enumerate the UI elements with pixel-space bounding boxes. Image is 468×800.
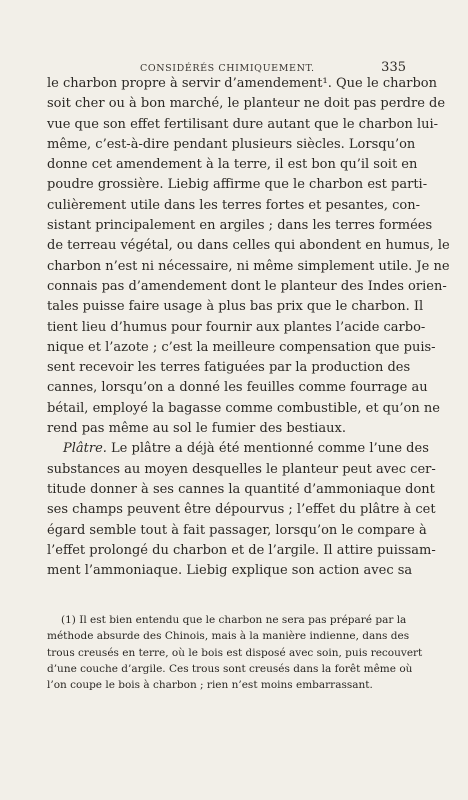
text-line: charbon n’est ni nécessaire, ni même simplement utile. Je ne <box>47 258 450 274</box>
footnote <box>47 612 423 693</box>
text-line: titude donner à ses cannes la quantité d’ammoniaque dont <box>47 481 435 497</box>
paragraph-lead: Plâtre. <box>63 441 107 457</box>
text-line: ses champs peuvent être dépourvus ; l’effet du plâtre à cet <box>47 502 436 518</box>
text-line: égard semble tout à fait passager, lorsqu’on le compare à <box>47 522 427 538</box>
text-line: substances au moyen desquelles le planteur peut avec cer- <box>47 461 436 477</box>
text-line: ment l’ammoniaque. Liebig explique son action avec sa <box>47 563 413 579</box>
text-line: donne cet amendement à la terre, il est bon qu’il soit en <box>47 157 418 173</box>
text-line: sent recevoir les terres fatiguées par la production des <box>47 360 411 376</box>
footnote-line: d’une couche d’argile. Ces trous sont creusés dans la forêt même où <box>47 662 413 675</box>
text-line: sistant principalement en argiles ; dans les terres formées <box>47 218 433 234</box>
footnote-line: (1) Il est bien entendu que le charbon ne sera pas préparé par la <box>61 614 407 626</box>
text-line: tient lieu d’humus pour fournir aux plantes l’acide carbo- <box>47 319 426 335</box>
paragraph-first-line <box>47 439 429 459</box>
text-line: culièrement utile dans les terres fortes et pesantes, con- <box>47 197 420 213</box>
body-text <box>47 74 450 581</box>
text-line: cannes, lorsqu’on a donné les feuilles comme fourrage au <box>47 380 428 396</box>
text-line: connais pas d’amendement dont le planteur des Indes orien- <box>47 278 447 294</box>
text-line: bétail, employé la bagasse comme combustible, et qu’on ne <box>47 400 440 416</box>
footnote-line: l’on coupe le bois à charbon ; rien n’est moins embarrassant. <box>47 679 373 692</box>
running-title: CONSIDÉRÉS CHIMIQUEMENT. <box>140 63 315 74</box>
text-line: l’effet prolongé du charbon et de l’argile. Il attire puissam- <box>47 542 436 558</box>
text-line: même, c’est-à-dire pendant plusieurs siècles. Lorsqu’on <box>47 136 416 152</box>
footnote-line: méthode absurde des Chinois, mais à la manière indienne, dans des <box>47 630 410 643</box>
text-line: rend pas même au sol le fumier des bestiaux. <box>47 421 346 437</box>
text-line: nique et l’azote ; c’est la meilleure compensation que puis- <box>47 339 436 355</box>
page-number: 335 <box>381 60 406 75</box>
footnote-line: trous creusés en terre, où le bois est disposé avec soin, puis recouvert <box>47 646 423 659</box>
text-line: soit cher ou à bon marché, le planteur ne doit pas perdre de <box>47 96 446 112</box>
text-line: le charbon propre à servir d’amendement¹. Que le charbon <box>47 76 437 91</box>
text-line: poudre grossière. Liebig affirme que le charbon est parti- <box>47 177 428 193</box>
text-line: vue que son effet fertilisant dure autant que le charbon lui- <box>47 116 439 132</box>
text-line: tales puisse faire usage à plus bas prix que le charbon. Il <box>47 299 424 315</box>
paragraph-first-text: Le plâtre a déjà été mentionné comme l’une des <box>106 441 429 457</box>
text-line: de terreau végétal, ou dans celles qui abondent en humus, le <box>47 238 450 254</box>
